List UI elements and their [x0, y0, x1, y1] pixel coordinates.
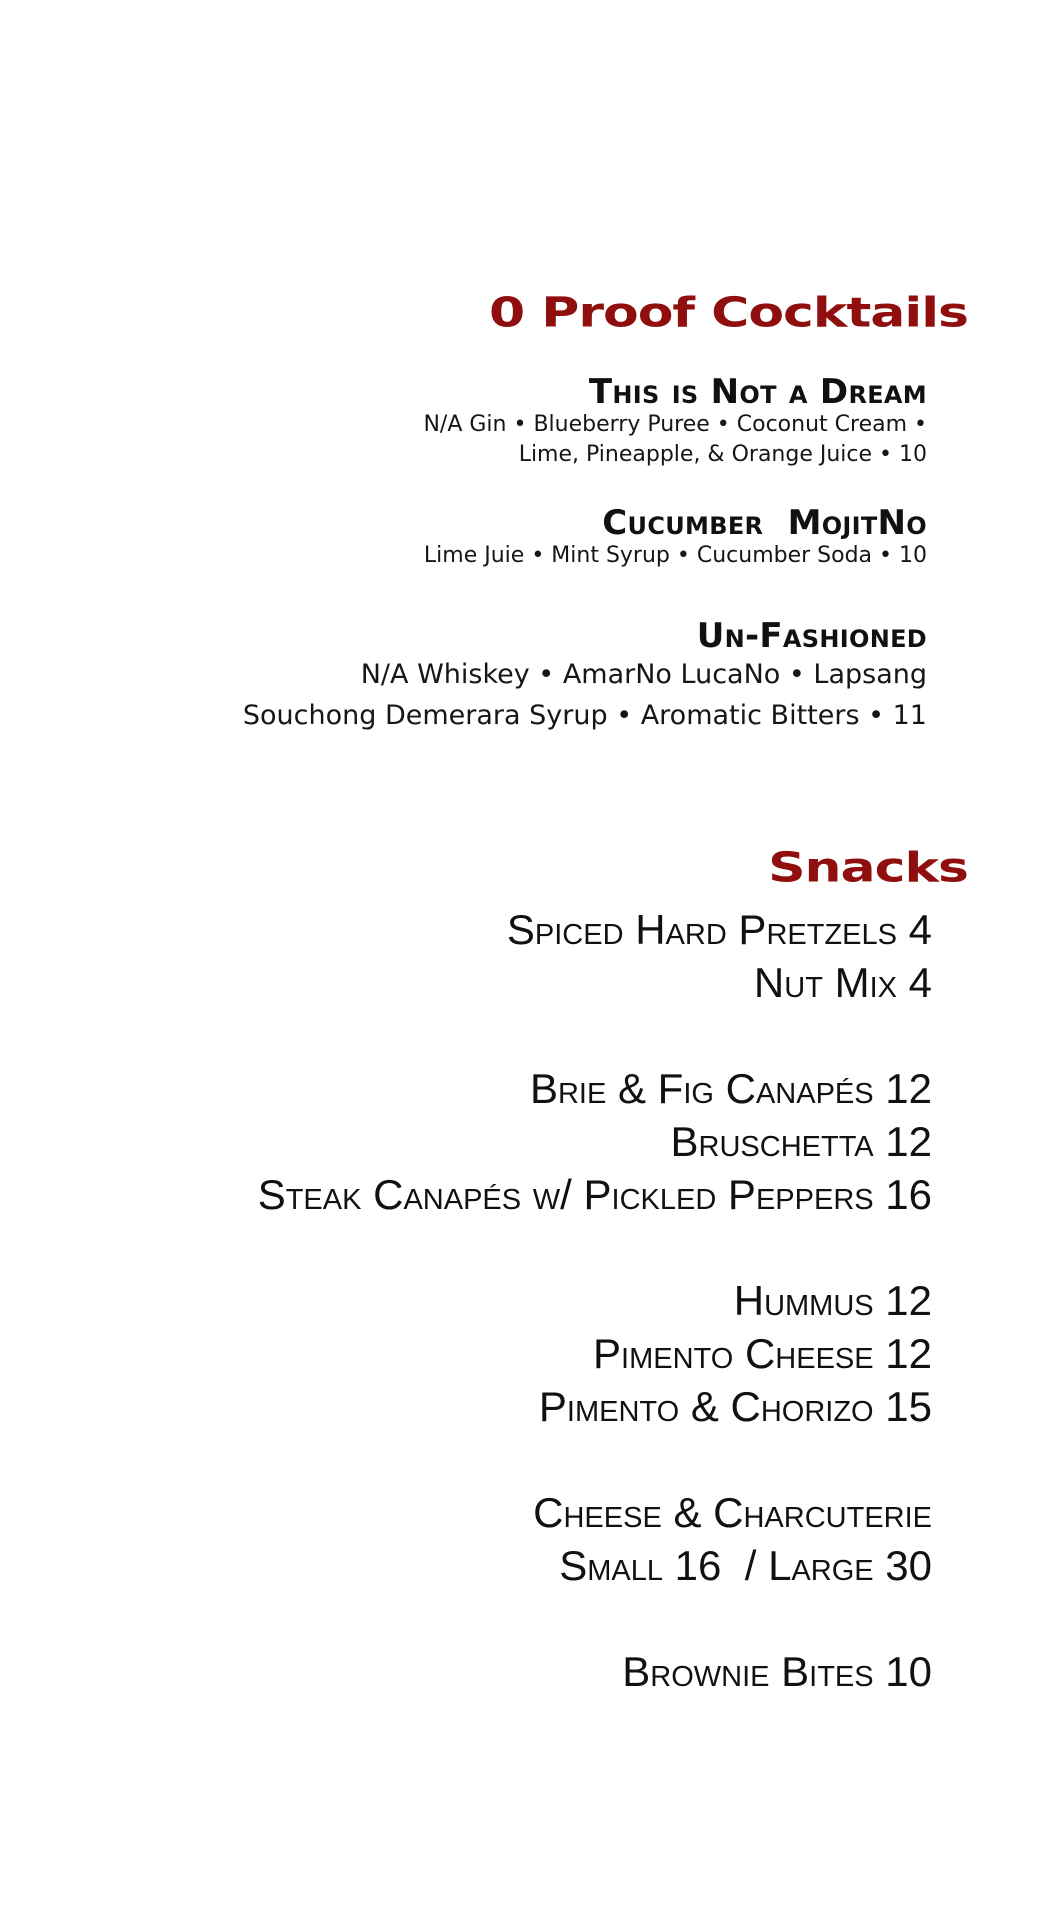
snack-item: Cheese & Charcuterie — [533, 1489, 932, 1536]
drink-description-line: N/A Whiskey • AmarNo LucaNo • Lapsang — [360, 659, 927, 690]
drink-description-line: Lime Juie • Mint Syrup • Cucumber Soda • 10 — [423, 543, 927, 568]
snack-item: Pimento & Chorizo 15 — [538, 1383, 932, 1430]
drink-description-line: Lime, Pineapple, & Orange Juice • 10 — [518, 442, 927, 467]
snack-item: Nut Mix 4 — [753, 959, 932, 1006]
snack-item: Small 16 / Large 30 — [559, 1542, 932, 1589]
drink-name: Un-Fashioned — [696, 616, 927, 656]
snack-item: Spiced Hard Pretzels 4 — [506, 906, 932, 953]
cocktails-section-title: 0 Proof Cocktails — [488, 289, 968, 337]
snacks-section-title: Snacks — [768, 844, 968, 892]
menu-item-un-fashioned — [243, 618, 927, 736]
drink-name: Cucumber MojitNo — [602, 503, 927, 543]
snack-item: Bruschetta 12 — [670, 1118, 932, 1165]
drink-description-line: Souchong Demerara Syrup • Aromatic Bitters • 11 — [242, 700, 927, 731]
snack-list — [258, 903, 932, 1698]
menu-item-this-is-not-a-dream — [423, 374, 927, 470]
menu-item-cucumber-mojitno — [424, 505, 927, 571]
group-spacer — [258, 1592, 932, 1645]
group-spacer — [258, 1221, 932, 1274]
snack-item: Pimento Cheese 12 — [593, 1330, 932, 1377]
snack-item: Steak Canapés w/ Pickled Peppers 16 — [257, 1171, 932, 1218]
snack-item: Brie & Fig Canapés 12 — [529, 1065, 932, 1112]
group-spacer — [258, 1433, 932, 1486]
drink-description-line: N/A Gin • Blueberry Puree • Coconut Cream • — [423, 412, 927, 437]
drink-name: This is Not a Dream — [588, 372, 927, 412]
snack-item: Hummus 12 — [733, 1277, 932, 1324]
snack-item: Brownie Bites 10 — [622, 1648, 932, 1695]
group-spacer — [258, 1009, 932, 1062]
